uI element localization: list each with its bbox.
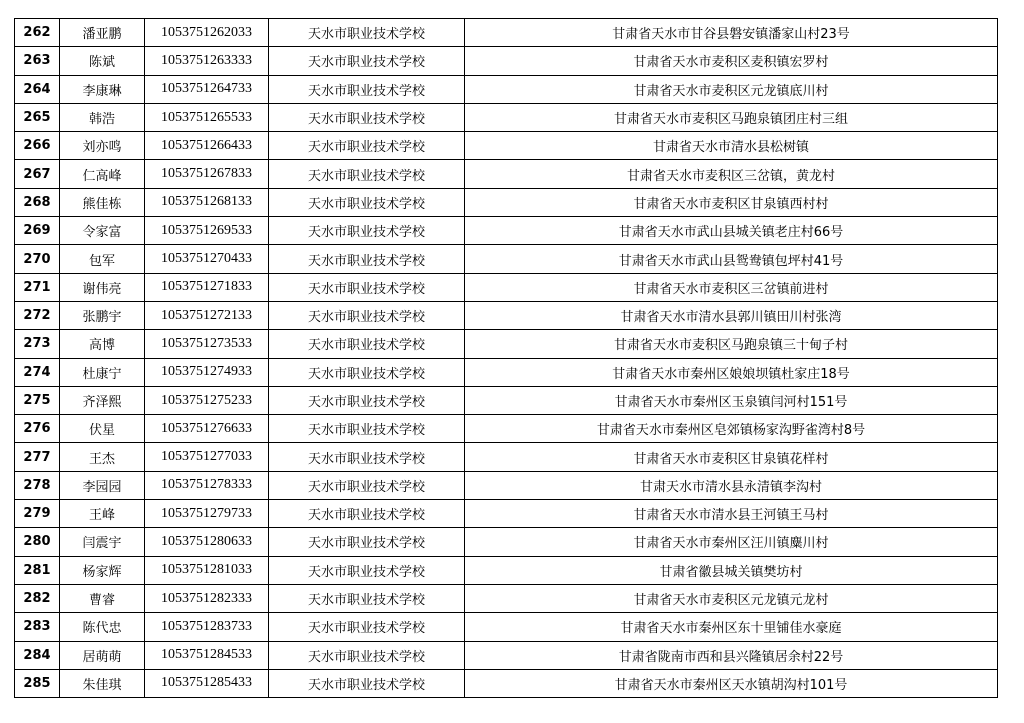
home-address-cell: 甘肃省天水市清水县王河镇王马村 xyxy=(465,500,998,528)
student-name-cell: 张鹏宇 xyxy=(60,301,145,329)
home-address-cell: 甘肃省天水市清水县松树镇 xyxy=(465,132,998,160)
exam-id-cell: 1053751285433 xyxy=(145,669,269,697)
home-address-cell: 甘肃省天水市武山县鸳鸯镇包坪村41号 xyxy=(465,245,998,273)
table-row xyxy=(15,47,998,75)
row-number-cell: 266 xyxy=(15,132,60,160)
student-name-cell: 令家富 xyxy=(60,217,145,245)
row-number-cell: 272 xyxy=(15,301,60,329)
home-address-cell: 甘肃省天水市秦州区天水镇胡沟村101号 xyxy=(465,669,998,697)
exam-id-cell: 1053751276633 xyxy=(145,415,269,443)
table-row xyxy=(15,245,998,273)
row-number-cell: 270 xyxy=(15,245,60,273)
student-name-cell: 伏星 xyxy=(60,415,145,443)
home-address-cell: 甘肃省天水市秦州区东十里铺佳水豪庭 xyxy=(465,613,998,641)
school-name-cell: 天水市职业技术学校 xyxy=(269,443,465,471)
school-name-cell: 天水市职业技术学校 xyxy=(269,556,465,584)
home-address-cell: 甘肃省天水市麦积区三岔镇，黄龙村 xyxy=(465,160,998,188)
exam-id-cell: 1053751265533 xyxy=(145,103,269,131)
row-number-cell: 267 xyxy=(15,160,60,188)
school-name-cell: 天水市职业技术学校 xyxy=(269,273,465,301)
exam-id-cell: 1053751263333 xyxy=(145,47,269,75)
student-name-cell: 刘亦鸣 xyxy=(60,132,145,160)
table-row xyxy=(15,528,998,556)
school-name-cell: 天水市职业技术学校 xyxy=(269,19,465,47)
home-address-cell: 甘肃省天水市麦积区甘泉镇西村村 xyxy=(465,188,998,216)
exam-id-cell: 1053751284533 xyxy=(145,641,269,669)
table-row xyxy=(15,415,998,443)
table-row xyxy=(15,386,998,414)
student-name-cell: 仁高峰 xyxy=(60,160,145,188)
exam-id-cell: 1053751262033 xyxy=(145,19,269,47)
student-roster-table xyxy=(14,18,998,698)
home-address-cell: 甘肃天水市清水县永清镇李沟村 xyxy=(465,471,998,499)
exam-id-cell: 1053751273533 xyxy=(145,330,269,358)
row-number-cell: 262 xyxy=(15,19,60,47)
table-row xyxy=(15,160,998,188)
school-name-cell: 天水市职业技术学校 xyxy=(269,330,465,358)
school-name-cell: 天水市职业技术学校 xyxy=(269,500,465,528)
student-name-cell: 杨家辉 xyxy=(60,556,145,584)
table-row xyxy=(15,584,998,612)
school-name-cell: 天水市职业技术学校 xyxy=(269,217,465,245)
school-name-cell: 天水市职业技术学校 xyxy=(269,132,465,160)
row-number-cell: 284 xyxy=(15,641,60,669)
row-number-cell: 276 xyxy=(15,415,60,443)
row-number-cell: 269 xyxy=(15,217,60,245)
school-name-cell: 天水市职业技术学校 xyxy=(269,584,465,612)
student-name-cell: 陈代忠 xyxy=(60,613,145,641)
exam-id-cell: 1053751283733 xyxy=(145,613,269,641)
row-number-cell: 274 xyxy=(15,358,60,386)
table-row xyxy=(15,669,998,697)
school-name-cell: 天水市职业技术学校 xyxy=(269,358,465,386)
student-name-cell: 陈斌 xyxy=(60,47,145,75)
home-address-cell: 甘肃省天水市武山县城关镇老庄村66号 xyxy=(465,217,998,245)
table-row xyxy=(15,358,998,386)
exam-id-cell: 1053751277033 xyxy=(145,443,269,471)
table-row xyxy=(15,217,998,245)
row-number-cell: 273 xyxy=(15,330,60,358)
school-name-cell: 天水市职业技术学校 xyxy=(269,669,465,697)
student-name-cell: 朱佳琪 xyxy=(60,669,145,697)
table-row xyxy=(15,613,998,641)
exam-id-cell: 1053751264733 xyxy=(145,75,269,103)
student-name-cell: 韩浩 xyxy=(60,103,145,131)
school-name-cell: 天水市职业技术学校 xyxy=(269,528,465,556)
table-row xyxy=(15,330,998,358)
student-name-cell: 齐泽熙 xyxy=(60,386,145,414)
table-row xyxy=(15,19,998,47)
row-number-cell: 285 xyxy=(15,669,60,697)
exam-id-cell: 1053751279733 xyxy=(145,500,269,528)
row-number-cell: 264 xyxy=(15,75,60,103)
row-number-cell: 275 xyxy=(15,386,60,414)
exam-id-cell: 1053751274933 xyxy=(145,358,269,386)
school-name-cell: 天水市职业技术学校 xyxy=(269,188,465,216)
table-row xyxy=(15,471,998,499)
exam-id-cell: 1053751282333 xyxy=(145,584,269,612)
table-row xyxy=(15,103,998,131)
student-name-cell: 居萌萌 xyxy=(60,641,145,669)
school-name-cell: 天水市职业技术学校 xyxy=(269,641,465,669)
home-address-cell: 甘肃省天水市麦积区三岔镇前进村 xyxy=(465,273,998,301)
exam-id-cell: 1053751281033 xyxy=(145,556,269,584)
student-name-cell: 包军 xyxy=(60,245,145,273)
student-name-cell: 杜康宁 xyxy=(60,358,145,386)
school-name-cell: 天水市职业技术学校 xyxy=(269,613,465,641)
school-name-cell: 天水市职业技术学校 xyxy=(269,471,465,499)
school-name-cell: 天水市职业技术学校 xyxy=(269,386,465,414)
row-number-cell: 271 xyxy=(15,273,60,301)
home-address-cell: 甘肃省天水市秦州区汪川镇麋川村 xyxy=(465,528,998,556)
exam-id-cell: 1053751272133 xyxy=(145,301,269,329)
exam-id-cell: 1053751278333 xyxy=(145,471,269,499)
student-name-cell: 王峰 xyxy=(60,500,145,528)
table-row xyxy=(15,301,998,329)
home-address-cell: 甘肃省陇南市西和县兴隆镇居余村22号 xyxy=(465,641,998,669)
table-row xyxy=(15,500,998,528)
table-row xyxy=(15,273,998,301)
home-address-cell: 甘肃省天水市秦州区皂郊镇杨家沟野雀湾村8号 xyxy=(465,415,998,443)
home-address-cell: 甘肃省天水市麦积区元龙镇底川村 xyxy=(465,75,998,103)
table-row xyxy=(15,188,998,216)
home-address-cell: 甘肃省天水市麦积区马跑泉镇三十甸子村 xyxy=(465,330,998,358)
row-number-cell: 281 xyxy=(15,556,60,584)
row-number-cell: 263 xyxy=(15,47,60,75)
table-row xyxy=(15,556,998,584)
row-number-cell: 280 xyxy=(15,528,60,556)
home-address-cell: 甘肃省天水市甘谷县磐安镇潘家山村23号 xyxy=(465,19,998,47)
row-number-cell: 282 xyxy=(15,584,60,612)
row-number-cell: 277 xyxy=(15,443,60,471)
roster-body xyxy=(15,19,998,698)
student-name-cell: 闫震宇 xyxy=(60,528,145,556)
home-address-cell: 甘肃省天水市秦州区玉泉镇闫河村151号 xyxy=(465,386,998,414)
row-number-cell: 283 xyxy=(15,613,60,641)
home-address-cell: 甘肃省天水市麦积区甘泉镇花样村 xyxy=(465,443,998,471)
exam-id-cell: 1053751280633 xyxy=(145,528,269,556)
exam-id-cell: 1053751266433 xyxy=(145,132,269,160)
row-number-cell: 265 xyxy=(15,103,60,131)
student-name-cell: 熊佳栋 xyxy=(60,188,145,216)
home-address-cell: 甘肃省天水市清水县郭川镇田川村张湾 xyxy=(465,301,998,329)
school-name-cell: 天水市职业技术学校 xyxy=(269,75,465,103)
table-row xyxy=(15,132,998,160)
school-name-cell: 天水市职业技术学校 xyxy=(269,160,465,188)
exam-id-cell: 1053751275233 xyxy=(145,386,269,414)
student-name-cell: 李园园 xyxy=(60,471,145,499)
school-name-cell: 天水市职业技术学校 xyxy=(269,301,465,329)
home-address-cell: 甘肃省徽县城关镇樊坊村 xyxy=(465,556,998,584)
row-number-cell: 278 xyxy=(15,471,60,499)
table-row xyxy=(15,443,998,471)
student-name-cell: 王杰 xyxy=(60,443,145,471)
exam-id-cell: 1053751268133 xyxy=(145,188,269,216)
exam-id-cell: 1053751271833 xyxy=(145,273,269,301)
home-address-cell: 甘肃省天水市麦积区马跑泉镇团庄村三组 xyxy=(465,103,998,131)
table-row xyxy=(15,75,998,103)
school-name-cell: 天水市职业技术学校 xyxy=(269,103,465,131)
table-row xyxy=(15,641,998,669)
home-address-cell: 甘肃省天水市麦积区麦积镇宏罗村 xyxy=(465,47,998,75)
row-number-cell: 268 xyxy=(15,188,60,216)
home-address-cell: 甘肃省天水市麦积区元龙镇元龙村 xyxy=(465,584,998,612)
student-name-cell: 高博 xyxy=(60,330,145,358)
row-number-cell: 279 xyxy=(15,500,60,528)
student-name-cell: 曹睿 xyxy=(60,584,145,612)
student-name-cell: 李康琳 xyxy=(60,75,145,103)
school-name-cell: 天水市职业技术学校 xyxy=(269,245,465,273)
student-name-cell: 谢伟亮 xyxy=(60,273,145,301)
home-address-cell: 甘肃省天水市秦州区娘娘坝镇杜家庄18号 xyxy=(465,358,998,386)
student-name-cell: 潘亚鹏 xyxy=(60,19,145,47)
exam-id-cell: 1053751270433 xyxy=(145,245,269,273)
exam-id-cell: 1053751269533 xyxy=(145,217,269,245)
school-name-cell: 天水市职业技术学校 xyxy=(269,47,465,75)
exam-id-cell: 1053751267833 xyxy=(145,160,269,188)
school-name-cell: 天水市职业技术学校 xyxy=(269,415,465,443)
